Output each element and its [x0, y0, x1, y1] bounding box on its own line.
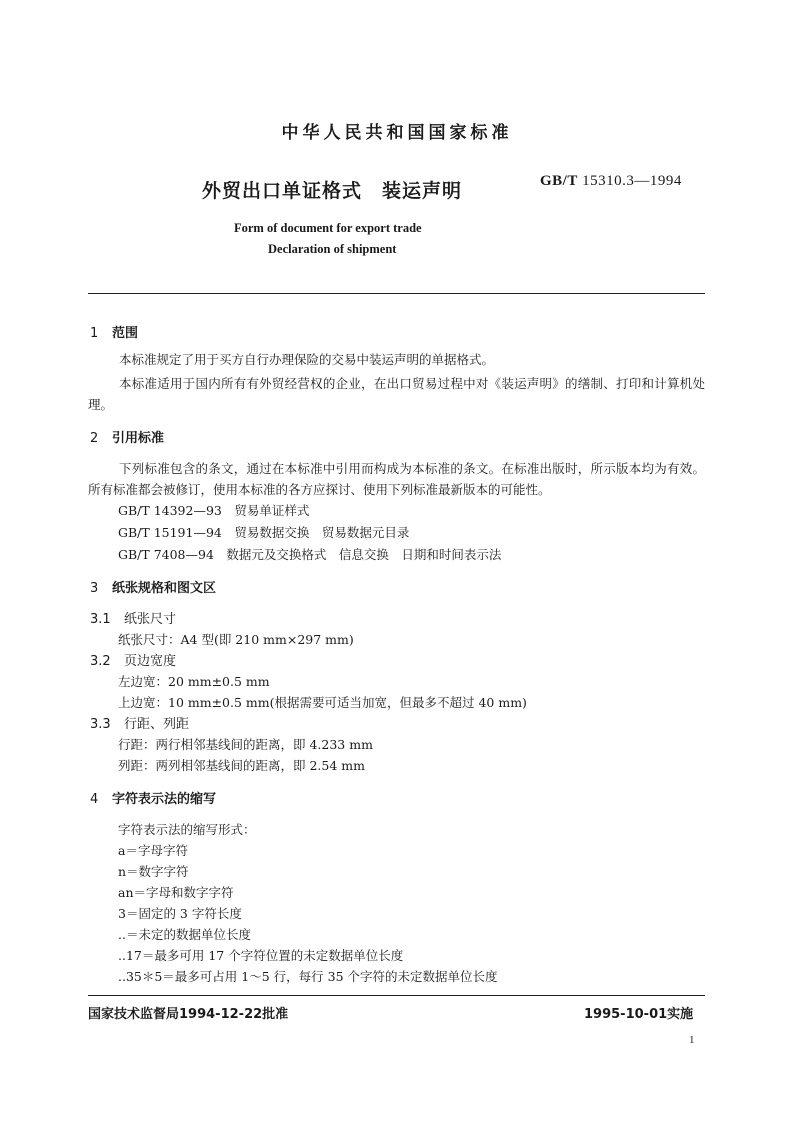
line-spacing-line: 行距：两行相邻基线间的距离，即 4.233 mm — [118, 737, 373, 752]
abbreviation-line: n＝数字字符 — [118, 864, 189, 879]
approval-date: 国家技术监督局1994-12-22批准 — [88, 1007, 289, 1022]
section-2-heading — [90, 427, 164, 446]
section-1-title: 范围 — [112, 326, 139, 341]
section-1-paragraph-2: 本标准适用于国内所有有外贸经营权的企业，在出口贸易过程中对《装运声明》的缮制、打印和计算机处理。 — [88, 376, 705, 412]
abbreviation-line: 字符表示法的缩写形式： — [118, 822, 256, 837]
standard-code: 15310.3—1994 — [582, 173, 682, 189]
section-1-heading — [90, 322, 138, 341]
abbreviation-line: ..35＊5＝最多可占用 1～5 行，每行 35 个字符的未定数据单位长度 — [118, 969, 498, 984]
reference-item: GB/T 14392—93 贸易单证样式 — [118, 503, 310, 518]
section-2-title: 引用标准 — [112, 431, 165, 446]
subsection-3-2-heading — [90, 650, 176, 669]
section-4-heading — [90, 788, 216, 807]
abbreviation-line: ..＝未定的数据单位长度 — [118, 927, 251, 942]
section-3-number: 3 — [90, 581, 99, 596]
subsection-3-3-heading — [90, 713, 189, 732]
english-title-line-2: Declaration of shipment — [268, 242, 397, 256]
section-2-number: 2 — [90, 431, 99, 446]
standard-number — [540, 173, 682, 190]
abbreviation-line: ..17＝最多可用 17 个字符位置的未定数据单位长度 — [118, 948, 404, 963]
subsection-3-2-number: 3.2 — [90, 654, 111, 669]
subsection-3-2-title: 页边宽度 — [124, 654, 177, 669]
subsection-3-1-title: 纸张尺寸 — [124, 612, 177, 627]
subsection-3-3-number: 3.3 — [90, 717, 111, 732]
implementation-date: 1995-10-01实施 — [584, 1007, 694, 1022]
left-margin-line: 左边宽：20 mm±0.5 mm — [118, 674, 270, 689]
header-divider — [88, 293, 705, 294]
reference-item: GB/T 7408—94 数据元及交换格式 信息交换 日期和时间表示法 — [118, 547, 502, 562]
abbreviation-line: an＝字母和数字字符 — [118, 885, 234, 900]
top-margin-line: 上边宽：10 mm±0.5 mm(根据需要可适当加宽，但最多不超过 40 mm) — [118, 695, 527, 710]
paper-size-line: 纸张尺寸：A4 型(即 210 mm×297 mm) — [118, 632, 354, 647]
footer-divider — [88, 995, 705, 996]
section-4-number: 4 — [90, 792, 99, 807]
section-4-title: 字符表示法的缩写 — [112, 792, 217, 807]
subsection-3-1-heading — [90, 608, 176, 627]
page-number: 1 — [689, 1034, 695, 1046]
abbreviation-line: a＝字母字符 — [118, 843, 188, 858]
section-2-paragraph: 下列标准包含的条文，通过在本标准中引用而构成为本标准的条文。在标准出版时，所示版本均为有效。所有标准都会被修订，使用本标准的各方应探讨、使用下列标准最新版本的可能性。 — [88, 461, 705, 497]
document-title: 外贸出口单证格式 装运声明 — [202, 180, 463, 202]
reference-item: GB/T 15191—94 贸易数据交换 贸易数据元目录 — [118, 525, 410, 540]
subsection-3-3-title: 行距、列距 — [124, 717, 190, 732]
column-spacing-line: 列距：两列相邻基线间的距离，即 2.54 mm — [118, 758, 365, 773]
standard-prefix: GB/T — [540, 173, 578, 189]
english-title-line-1: Form of document for export trade — [234, 221, 422, 235]
section-3-title: 纸张规格和图文区 — [112, 581, 217, 596]
section-1-paragraph-1: 本标准规定了用于买方自行办理保险的交易中装运声明的单据格式。 — [119, 352, 495, 367]
abbreviation-line: 3＝固定的 3 字符长度 — [118, 906, 242, 921]
section-1-number: 1 — [90, 326, 99, 341]
section-3-heading — [90, 577, 216, 596]
document-header: 中华人民共和国国家标准 — [281, 123, 513, 143]
subsection-3-1-number: 3.1 — [90, 612, 111, 627]
